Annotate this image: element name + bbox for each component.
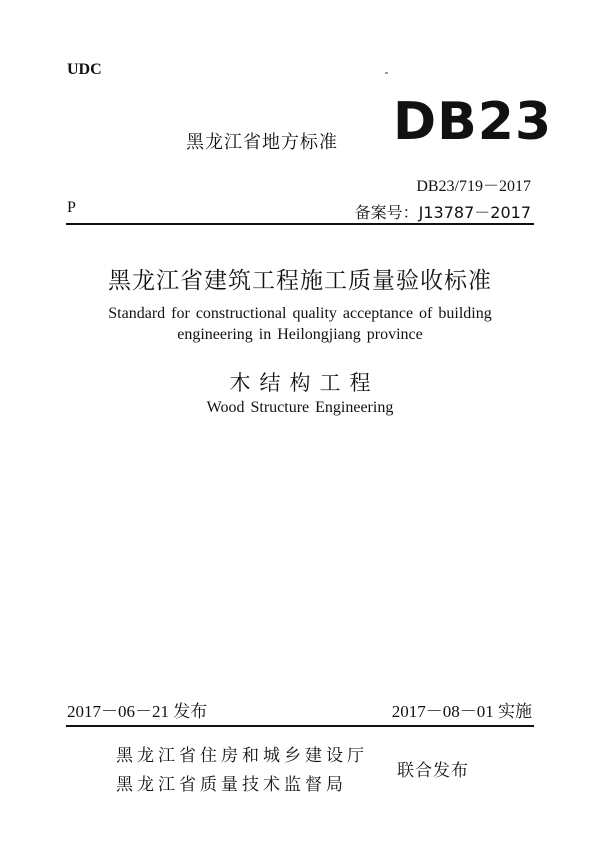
title-english-line1: Standard for constructional quality acceptance of building [108, 305, 492, 322]
title-english-line2: engineering in Heilongjiang province [177, 326, 423, 343]
bottom-divider [66, 725, 534, 727]
subtitle-chinese: 木结构工程 [229, 371, 380, 395]
udc-label: UDC [67, 61, 102, 78]
joint-release-label: 联合发布 [397, 761, 469, 781]
issuer-quality-bureau: 黑龙江省质量技术监督局 [116, 775, 347, 795]
issuer-housing-dept: 黑龙江省住房和城乡建设厅 [116, 746, 368, 766]
issue-date: 2017－06－21 发布 [67, 702, 208, 721]
title-chinese: 黑龙江省建筑工程施工质量验收标准 [108, 268, 492, 294]
implement-date: 2017－08－01 实施 [391, 702, 532, 721]
standard-type: 黑龙江省地方标准 [186, 132, 338, 153]
subtitle-english: Wood Structure Engineering [206, 399, 394, 416]
standard-code-big: DB23 [393, 92, 553, 152]
top-divider [66, 223, 534, 225]
record-number: 备案号：J13787－2017 [354, 203, 531, 222]
decorative-dot [385, 72, 388, 74]
classification-code: P [67, 199, 76, 216]
standard-number: DB23/719－2017 [416, 178, 531, 195]
